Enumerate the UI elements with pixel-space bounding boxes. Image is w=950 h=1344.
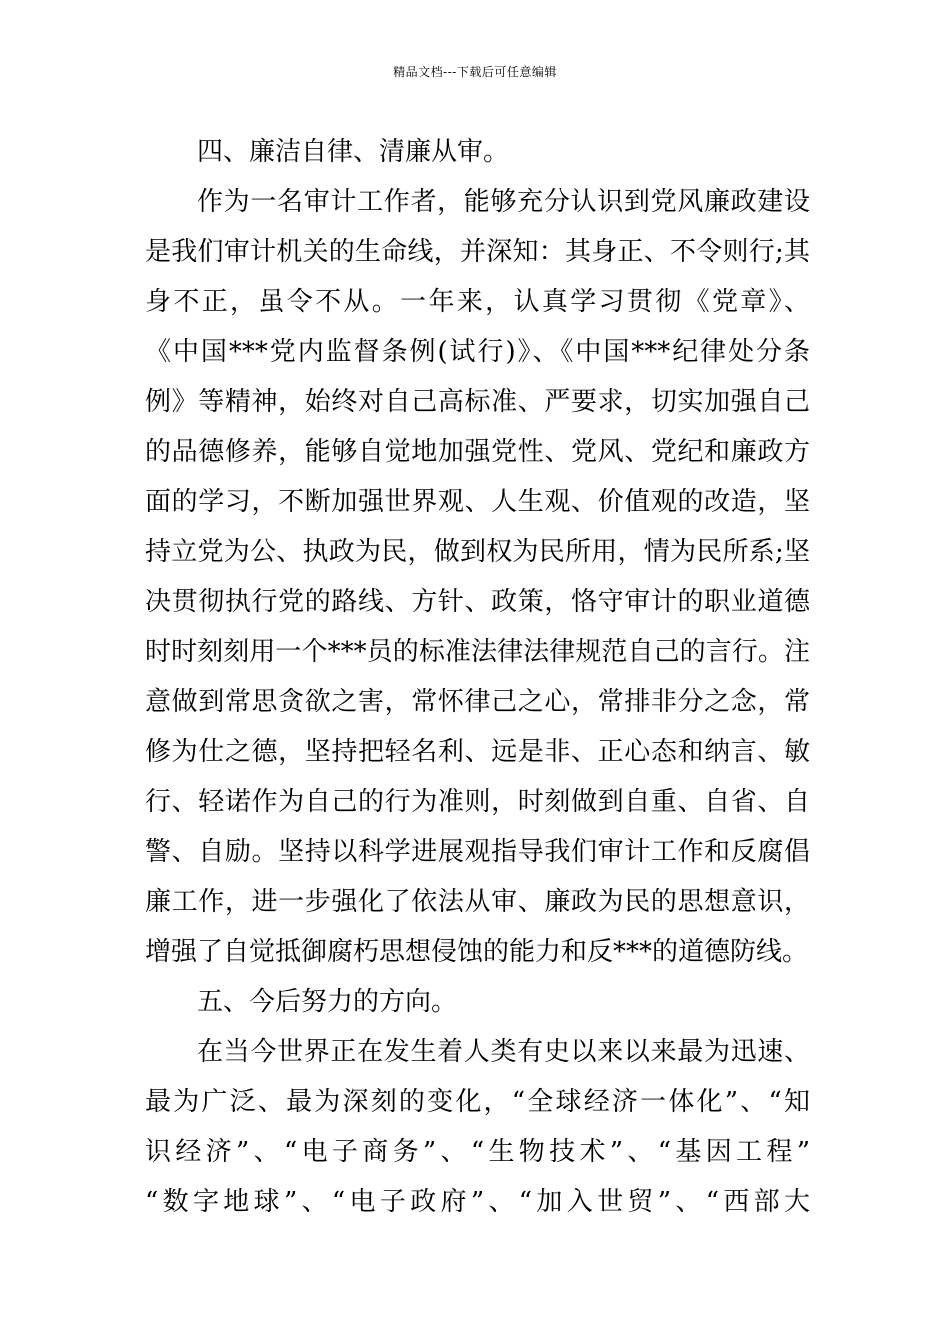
section-heading-5: 五、今后努力的方向。 xyxy=(197,987,458,1017)
paragraph-line: 的品德修养，能够自觉地加强党性、党风、党纪和廉政方 xyxy=(145,437,810,467)
page-header: 精品文档---下载后可任意编辑 xyxy=(393,65,557,79)
paragraph-line: “数字地球”、“电子政府”、“加入世贸”、“西部大 xyxy=(145,1187,810,1217)
paragraph-line: 身不正，虽令不从。一年来，认真学习贯彻《党章》、 xyxy=(145,287,810,317)
paragraph-line: 例》等精神，始终对自己高标准、严要求，切实加强自己 xyxy=(145,387,810,417)
paragraph-line: 修为仕之德，坚持把轻名利、远是非、正心态和纳言、敏 xyxy=(145,737,810,767)
paragraph-line: 决贯彻执行党的路线、方针、政策，恪守审计的职业道德 xyxy=(145,587,810,617)
paragraph-line: 意做到常思贪欲之害，常怀律己之心，常排非分之念，常 xyxy=(145,687,810,717)
paragraph-line: 面的学习，不断加强世界观、人生观、价值观的改造，坚 xyxy=(145,487,810,517)
section-heading-4: 四、廉洁自律、清廉从审。 xyxy=(197,137,510,167)
paragraph-line: 时时刻刻用一个***员的标准法律法律规范自己的言行。注 xyxy=(145,637,810,667)
paragraph-line: 行、轻诺作为自己的行为准则，时刻做到自重、自省、自 xyxy=(145,787,810,817)
paragraph-line: 作为一名审计工作者，能够充分认识到党风廉政建设 xyxy=(197,187,810,217)
paragraph-line: 《中国***党内监督条例(试行)》、《中国***纪律处分条 xyxy=(145,337,810,367)
paragraph-line: 持立党为公、执政为民，做到权为民所用，情为民所系;坚 xyxy=(145,537,810,567)
paragraph-line: 识经济”、“电子商务”、“生物技术”、“基因工程” xyxy=(145,1137,810,1167)
paragraph-line: 增强了自觉抵御腐朽思想侵蚀的能力和反***的道德防线。 xyxy=(145,937,809,967)
paragraph-line: 廉工作，进一步强化了依法从审、廉政为民的思想意识， xyxy=(145,887,810,917)
paragraph-line: 是我们审计机关的生命线，并深知：其身正、不令则行;其 xyxy=(145,237,810,267)
paragraph-line: 最为广泛、最为深刻的变化，“全球经济一体化”、“知 xyxy=(145,1087,810,1117)
paragraph-line: 在当今世界正在发生着人类有史以来以来最为迅速、 xyxy=(197,1037,810,1067)
paragraph-line: 警、自励。坚持以科学进展观指导我们审计工作和反腐倡 xyxy=(145,837,810,867)
document-body xyxy=(145,127,810,1227)
